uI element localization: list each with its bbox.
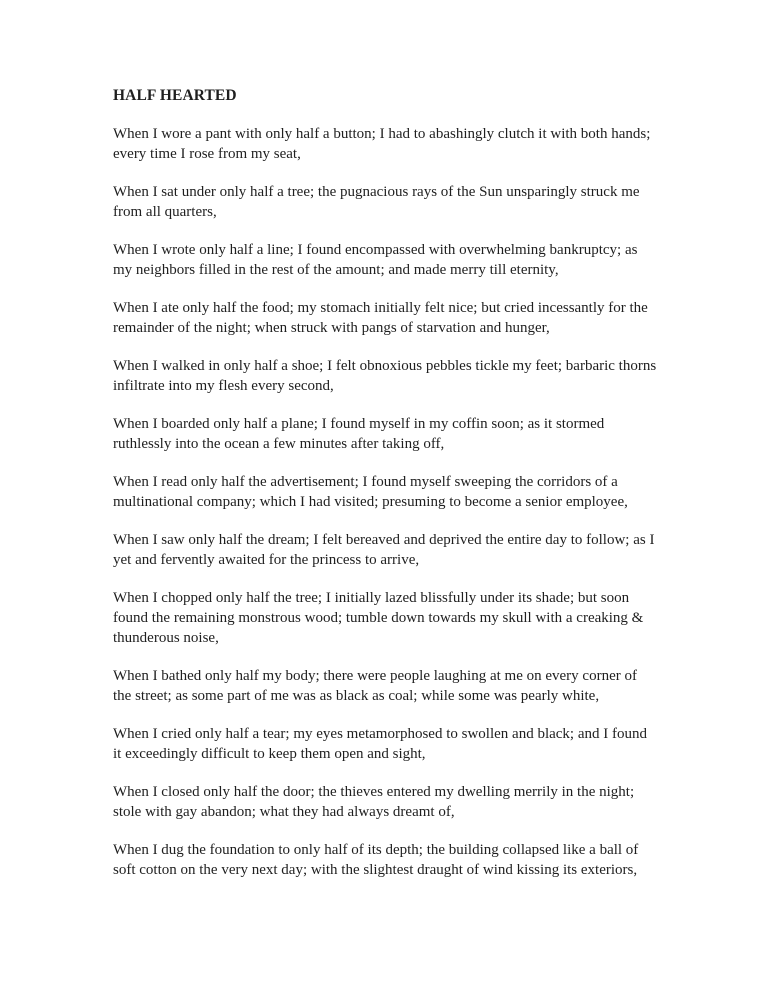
stanza-2: When I sat under only half a tree; the pugnacious rays of the Sun unsparingly struck me from all quarters, (113, 184, 640, 220)
stanza-1: When I wore a pant with only half a button; I had to abashingly clutch it with both hands; every time I rose from my seat, (113, 126, 651, 162)
stanza-13: When I dug the foundation to only half of its depth; the building collapsed like a ball of soft cotton on the very next day; with the slightest draught of wind kissing its exteriors, (113, 842, 639, 878)
stanza-6: When I boarded only half a plane; I found myself in my coffin soon; as it stormed ruthlessly into the ocean a few minutes after taking off, (113, 416, 605, 452)
stanza-11: When I cried only half a tear; my eyes metamorphosed to swollen and black; and I found it exceedingly difficult to keep them open and sight, (113, 726, 647, 762)
stanza-8: When I saw only half the dream; I felt bereaved and deprived the entire day to follow; as I yet and fervently awaited for the princess to arrive, (113, 532, 655, 568)
stanza-3: When I wrote only half a line; I found encompassed with overwhelming bankruptcy; as my neighbors filled in the rest of the amount; and made merry till eternity, (113, 242, 638, 278)
poem-body (113, 86, 658, 898)
stanza-9: When I chopped only half the tree; I initially lazed blissfully under its shade; but soon found the remaining monstrous wood; tumble down towards my skull with a creaking & thunderous noise, (113, 590, 644, 646)
poem-title: HALF HEARTED (113, 87, 237, 104)
stanza-7: When I read only half the advertisement; I found myself sweeping the corridors of a multinational company; which I had visited; presuming to become a senior employee, (113, 474, 628, 510)
stanza-5: When I walked in only half a shoe; I felt obnoxious pebbles tickle my feet; barbaric thorns infiltrate into my flesh every second, (113, 358, 657, 394)
stanza-12: When I closed only half the door; the thieves entered my dwelling merrily in the night; stole with gay abandon; what they had always dreamt of, (113, 784, 635, 820)
stanza-10: When I bathed only half my body; there were people laughing at me on every corner of the street; as some part of me was as black as coal; while some was pearly white, (113, 668, 637, 704)
stanza-4: When I ate only half the food; my stomach initially felt nice; but cried incessantly for the remainder of the night; when struck with pangs of starvation and hunger, (113, 300, 648, 336)
